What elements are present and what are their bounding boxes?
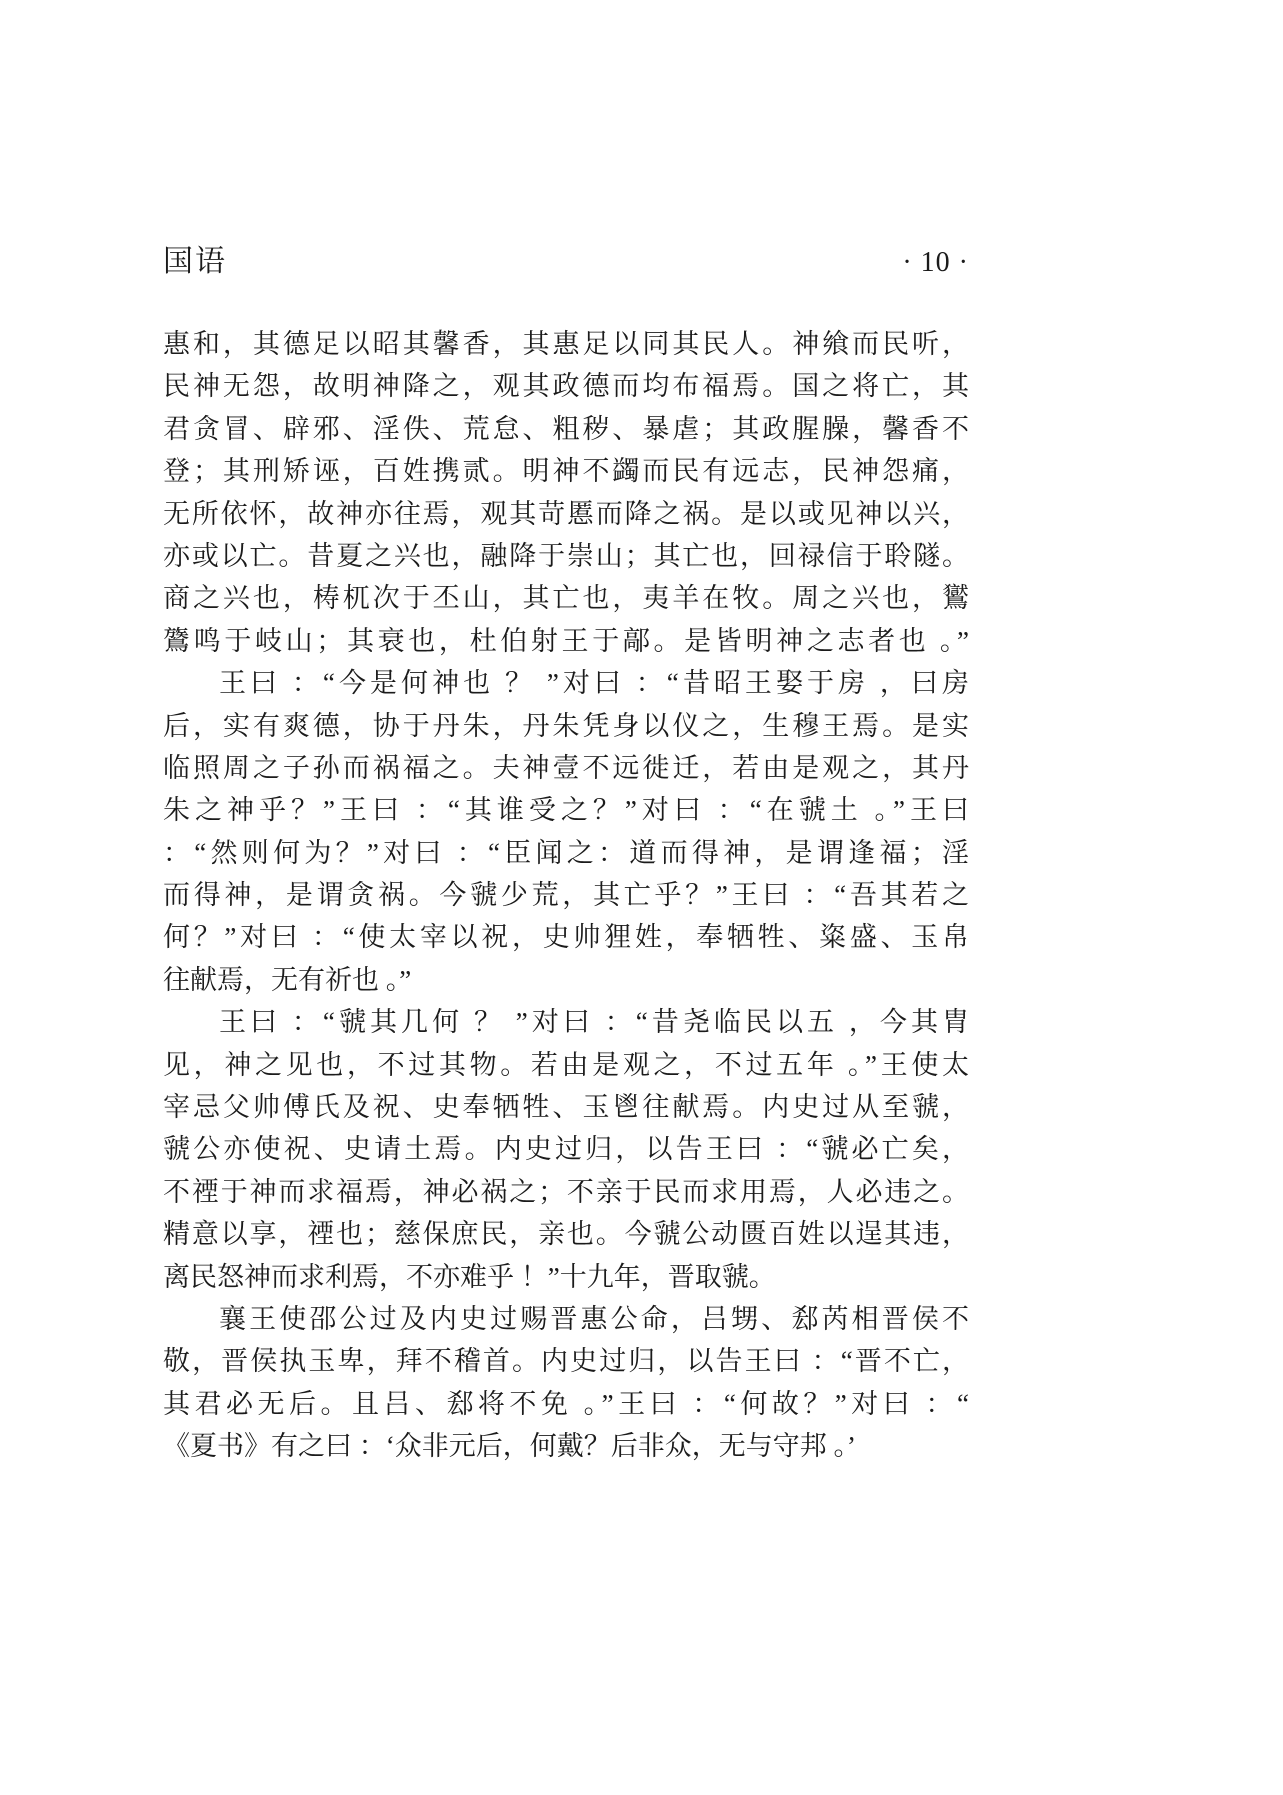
text-line: 商之兴也，梼杌次于丕山，其亡也，夷羊在牧。周之兴也，鸑 xyxy=(163,583,969,614)
text-line: 不禋于神而求福焉，神必祸之；不亲于民而求用焉，人必违之。 xyxy=(163,1176,969,1207)
text-block xyxy=(163,323,969,1468)
text-line: 王曰 ：“虢其几何 ？ ”对曰 ：“昔尧临民以五 ，今其胄 xyxy=(219,1007,969,1038)
text-line: 何？”对曰 ：“使太宰以祝，史帅狸姓，奉牺牲、粢盛、玉帛 xyxy=(163,922,969,953)
text-line: 而得神，是谓贪祸。今虢少荒，其亡乎？”王曰 ：“吾其若之 xyxy=(163,880,969,911)
text-line: 敬，晋侯执玉卑，拜不稽首。内史过归，以告王曰 ：“晋不亡， xyxy=(163,1346,969,1377)
text-line: 鷟鸣于岐山；其衰也，杜伯射王于鄗。是皆明神之志者也 。” xyxy=(163,625,969,656)
text-line: 无所依怀，故神亦往焉，观其苛慝而降之祸。是以或见神以兴， xyxy=(163,498,969,529)
text-line: 离民怒神而求利焉，不亦难乎 ！”十九年，晋取虢。 xyxy=(163,1261,776,1292)
text-line: 临照周之子孙而祸福之。夫神壹不远徙迁，若由是观之，其丹 xyxy=(163,752,969,783)
text-line: 亦或以亡。昔夏之兴也，融降于崇山；其亡也，回禄信于聆隧。 xyxy=(163,540,969,571)
page-header xyxy=(163,236,969,280)
text-line: ：“然则何为？”对曰 ：“臣闻之：道而得神，是谓逢福；淫 xyxy=(163,837,969,868)
text-line: 见，神之见也，不过其物。若由是观之，不过五年 。”王使太 xyxy=(163,1049,969,1080)
text-line: 朱之神乎？”王曰 ：“其谁受之？”对曰 ：“在虢土 。”王曰 xyxy=(163,795,969,826)
text-line: 虢公亦使祝、史请土焉。内史过归，以告王曰 ：“虢必亡矣， xyxy=(163,1134,969,1165)
text-line: 精意以享，禋也；慈保庶民，亲也。今虢公动匮百姓以逞其违， xyxy=(163,1219,969,1250)
text-line: 宰忌父帅傅氏及祝、史奉牺牲、玉鬯往献焉。内史过从至虢， xyxy=(163,1092,969,1123)
text-line: 君贪冒、辟邪、淫佚、荒怠、粗秽、暴虐；其政腥臊，馨香不 xyxy=(163,413,969,444)
text-line: 民神无怨，故明神降之，观其政德而均布福焉。国之将亡，其 xyxy=(163,371,969,402)
text-line: 惠和，其德足以昭其馨香，其惠足以同其民人。神飨而民听， xyxy=(163,329,969,359)
text-line: 登；其刑矫诬，百姓携贰。明神不蠲而民有远志，民神怨痛， xyxy=(163,456,969,487)
text-line: 往献焉，无有祈也 。” xyxy=(163,964,412,995)
book-title: 国语 xyxy=(163,245,227,278)
text-line: 《夏书》有之曰 ：‘众非元后，何戴？后非众，无与守邦 。’ xyxy=(163,1431,856,1462)
page-number: · 10 · xyxy=(902,247,969,278)
text-line: 后，实有爽德，协于丹朱，丹朱凭身以仪之，生穆王焉。是实 xyxy=(163,710,969,741)
text-line: 王曰 ：“今是何神也 ？ ”对曰 ：“昔昭王娶于房 ，曰房 xyxy=(219,668,969,699)
text-line: 其君必无后。且吕、郄将不免 。”王曰 ：“何故？”对曰 ：“ xyxy=(163,1388,969,1419)
text-line: 襄王使邵公过及内史过赐晋惠公命，吕甥、郄芮相晋侯不 xyxy=(219,1303,969,1334)
